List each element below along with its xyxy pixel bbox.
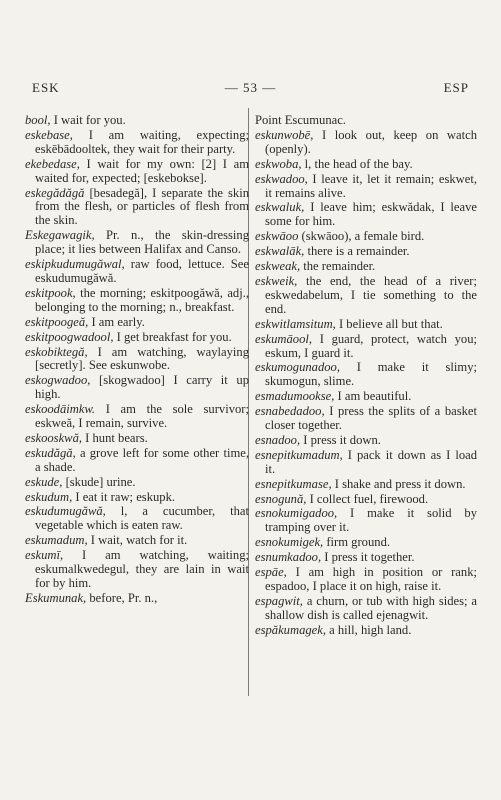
dictionary-entry	[255, 114, 477, 128]
definition: [skogwadoo] I carry it up high.	[35, 373, 249, 402]
headword: eskumāool,	[255, 331, 313, 346]
dictionary-entry	[255, 624, 477, 638]
headword: eskwoba,	[255, 156, 302, 171]
definition: I leave it, let it remain; eskwet, it remains alive.	[265, 171, 477, 200]
definition: I am waiting, expecting; eskēbādooltek, they wait for their party.	[35, 127, 249, 156]
headword: eskegădăgă	[25, 185, 85, 200]
definition: raw food, lettuce. See eskudumugăwă.	[35, 257, 249, 285]
definition: I press it down.	[300, 432, 381, 447]
definition: a grove left for some other time, a shade.	[35, 445, 249, 474]
definition: I eat it raw; eskupk.	[72, 489, 176, 504]
dictionary-entry	[25, 447, 249, 475]
definition: I leave him; eskwădak, I leave some for him.	[265, 200, 477, 229]
headword: eskumogunadoo,	[255, 360, 340, 375]
headword: espagwit,	[255, 593, 303, 608]
dictionary-entry	[255, 434, 477, 448]
definition: I collect fuel, firewood.	[306, 491, 429, 506]
headword: eskunwobē,	[255, 127, 314, 142]
dictionary-entry	[255, 595, 477, 623]
dictionary-entry	[25, 374, 249, 402]
headword: eskudăgă,	[25, 445, 76, 460]
dictionary-entry	[255, 230, 477, 244]
headword: Eskumunak,	[25, 590, 87, 605]
definition: l, the head of the bay.	[301, 156, 413, 171]
definition: I make it solid by tramping over it.	[265, 506, 477, 535]
definition: a hill, high land.	[326, 622, 412, 637]
dictionary-entry	[255, 566, 477, 594]
dictionary-entry	[25, 403, 249, 431]
definition: I believe all but that.	[335, 316, 443, 331]
definition: firm ground.	[323, 535, 391, 550]
definition: before, Pr. n.,	[86, 590, 158, 605]
header-left-guideword: ESK	[32, 80, 60, 95]
dictionary-entry	[25, 549, 249, 591]
definition: I guard, protect, watch you; eskum, I guard it.	[265, 331, 477, 360]
dictionary-entry	[255, 201, 477, 229]
definition: I wait for you.	[50, 113, 126, 127]
dictionary-entry	[25, 114, 249, 128]
headword: eskweik,	[255, 273, 298, 288]
headword: eskwāoo	[255, 229, 299, 244]
headword: eskwalāk,	[255, 244, 305, 259]
headword: esnabedadoo,	[255, 404, 325, 419]
dictionary-entry	[255, 478, 477, 492]
left-column	[25, 114, 249, 607]
headword: esnokumigadoo,	[255, 506, 338, 521]
headword: esnepitkumase,	[255, 476, 332, 491]
definition: a churn, or tub with high sides; a shallow dish is called ejenagwit.	[265, 593, 477, 622]
dictionary-entry	[255, 275, 477, 317]
dictionary-entry	[25, 592, 249, 606]
definition: I pack it down as I load it.	[265, 447, 477, 476]
dictionary-entry	[25, 476, 249, 490]
definition: [besadegă], I separate the skin from the flesh, or particles of flesh from the skin.	[35, 185, 249, 228]
dictionary-entry	[255, 536, 477, 550]
definition: I make it slimy; skumogun, slime.	[265, 360, 477, 389]
definition: I look out, keep on watch (openly).	[265, 127, 477, 156]
headword: esnogună,	[255, 491, 307, 506]
headword: eskumī,	[25, 548, 64, 563]
definition: I am the sole survivor; eskweă, I remain, survive.	[35, 402, 249, 431]
dictionary-entry	[255, 260, 477, 274]
dictionary-entry	[255, 318, 477, 332]
definition: I press the splits of a basket closer together.	[265, 404, 477, 433]
definition: (skwāoo), a female bird.	[298, 229, 425, 244]
dictionary-entry	[25, 187, 249, 229]
page-number: — 53 —	[224, 80, 277, 95]
headword: eskoodāimkw.	[25, 402, 96, 417]
definition: the remainder.	[300, 259, 376, 274]
dictionary-entry	[255, 245, 477, 259]
definition: I hunt bears.	[82, 430, 148, 445]
dictionary-entry	[25, 331, 249, 345]
headword: espăkumagek,	[255, 622, 326, 637]
dictionary-entry	[25, 229, 249, 257]
definition: [skude] urine.	[62, 474, 136, 489]
headword: esnepitkumadum,	[255, 447, 343, 462]
dictionary-entry	[255, 551, 477, 565]
headword: eskweak,	[255, 259, 301, 274]
dictionary-entry	[25, 158, 249, 186]
definition: I press it together.	[321, 550, 415, 565]
headword: esnumkadoo,	[255, 550, 322, 565]
definition: I am watching, waylaying [secretly]. See eskunwobe.	[35, 344, 249, 373]
dictionary-entry	[255, 333, 477, 361]
right-column	[255, 114, 477, 639]
headword: eskooskwă,	[25, 430, 83, 445]
definition: l, a cucumber, that vegetable which is eaten raw.	[35, 504, 249, 533]
dictionary-entry	[255, 129, 477, 157]
definition: I wait for my own: [2] I am waited for, expected; [eskebokse].	[35, 156, 249, 185]
headword: esmadumookse,	[255, 389, 335, 404]
dictionary-entry	[255, 390, 477, 404]
definition: Point Escumunac.	[255, 113, 346, 127]
headword: eskitpoogeă,	[25, 314, 89, 329]
headword: eskwadoo,	[255, 171, 308, 186]
header-right-guideword: ESP	[443, 80, 469, 95]
dictionary-entry	[25, 534, 249, 548]
headword: eskumadum,	[25, 533, 88, 548]
dictionary-entry	[25, 491, 249, 505]
dictionary-entry	[25, 505, 249, 533]
definition: the end, the head of a river; eskwedabelum, I tie something to the end.	[265, 273, 477, 316]
headword: esnokumigek,	[255, 535, 324, 550]
dictionary-entry	[25, 129, 249, 157]
headword: bool,	[25, 113, 51, 127]
dictionary-entry	[25, 346, 249, 374]
headword: ekebedase,	[25, 156, 80, 171]
dictionary-entry	[255, 507, 477, 535]
definition: I am beautiful.	[334, 389, 412, 404]
dictionary-entry	[255, 405, 477, 433]
definition: I shake and press it down.	[331, 476, 466, 491]
headword: eskwitlamsitum,	[255, 316, 336, 331]
dictionary-entry	[25, 316, 249, 330]
definition: I am early.	[88, 314, 145, 329]
definition: there is a remainder.	[304, 244, 410, 259]
headword: eskudumugăwă,	[25, 504, 106, 519]
headword: eskitpoogwadool,	[25, 329, 114, 344]
headword: eskude,	[25, 474, 63, 489]
headword: eskipkudumugăwal,	[25, 257, 125, 272]
headword: eskobiktegă,	[25, 344, 88, 359]
dictionary-entry	[25, 258, 249, 286]
dictionary-entry	[255, 493, 477, 507]
headword: eskebase,	[25, 127, 73, 142]
dictionary-entry	[255, 173, 477, 201]
headword: eskudum,	[25, 489, 73, 504]
definition: I am watching, waiting; eskumalkwedegul, they are lain in wait for by him.	[35, 548, 249, 590]
headword: espāe,	[255, 565, 287, 580]
headword: eskwaluk,	[255, 200, 305, 215]
dictionary-entry	[255, 449, 477, 477]
dictionary-entry	[25, 287, 249, 315]
dictionary-entry	[255, 158, 477, 172]
page-header	[24, 80, 477, 100]
headword: esnadoo,	[255, 432, 301, 447]
definition: I get breakfast for you.	[113, 329, 232, 344]
dictionary-entry	[25, 432, 249, 446]
headword: eskitpook,	[25, 285, 76, 300]
definition: the morning; eskitpoogăwă, adj., belonging to the morning; n., breakfast.	[35, 285, 249, 314]
definition: I wait, watch for it.	[87, 533, 188, 548]
definition: I am high in position or rank; espadoo, I place it on high, raise it.	[265, 565, 477, 593]
dictionary-entry	[255, 361, 477, 389]
headword: eskogwadoo,	[25, 373, 91, 388]
definition: Pr. n., the skin-dressing place; it lies between Halifax and Canso.	[35, 228, 249, 257]
headword: Eskegawagik,	[25, 228, 95, 243]
